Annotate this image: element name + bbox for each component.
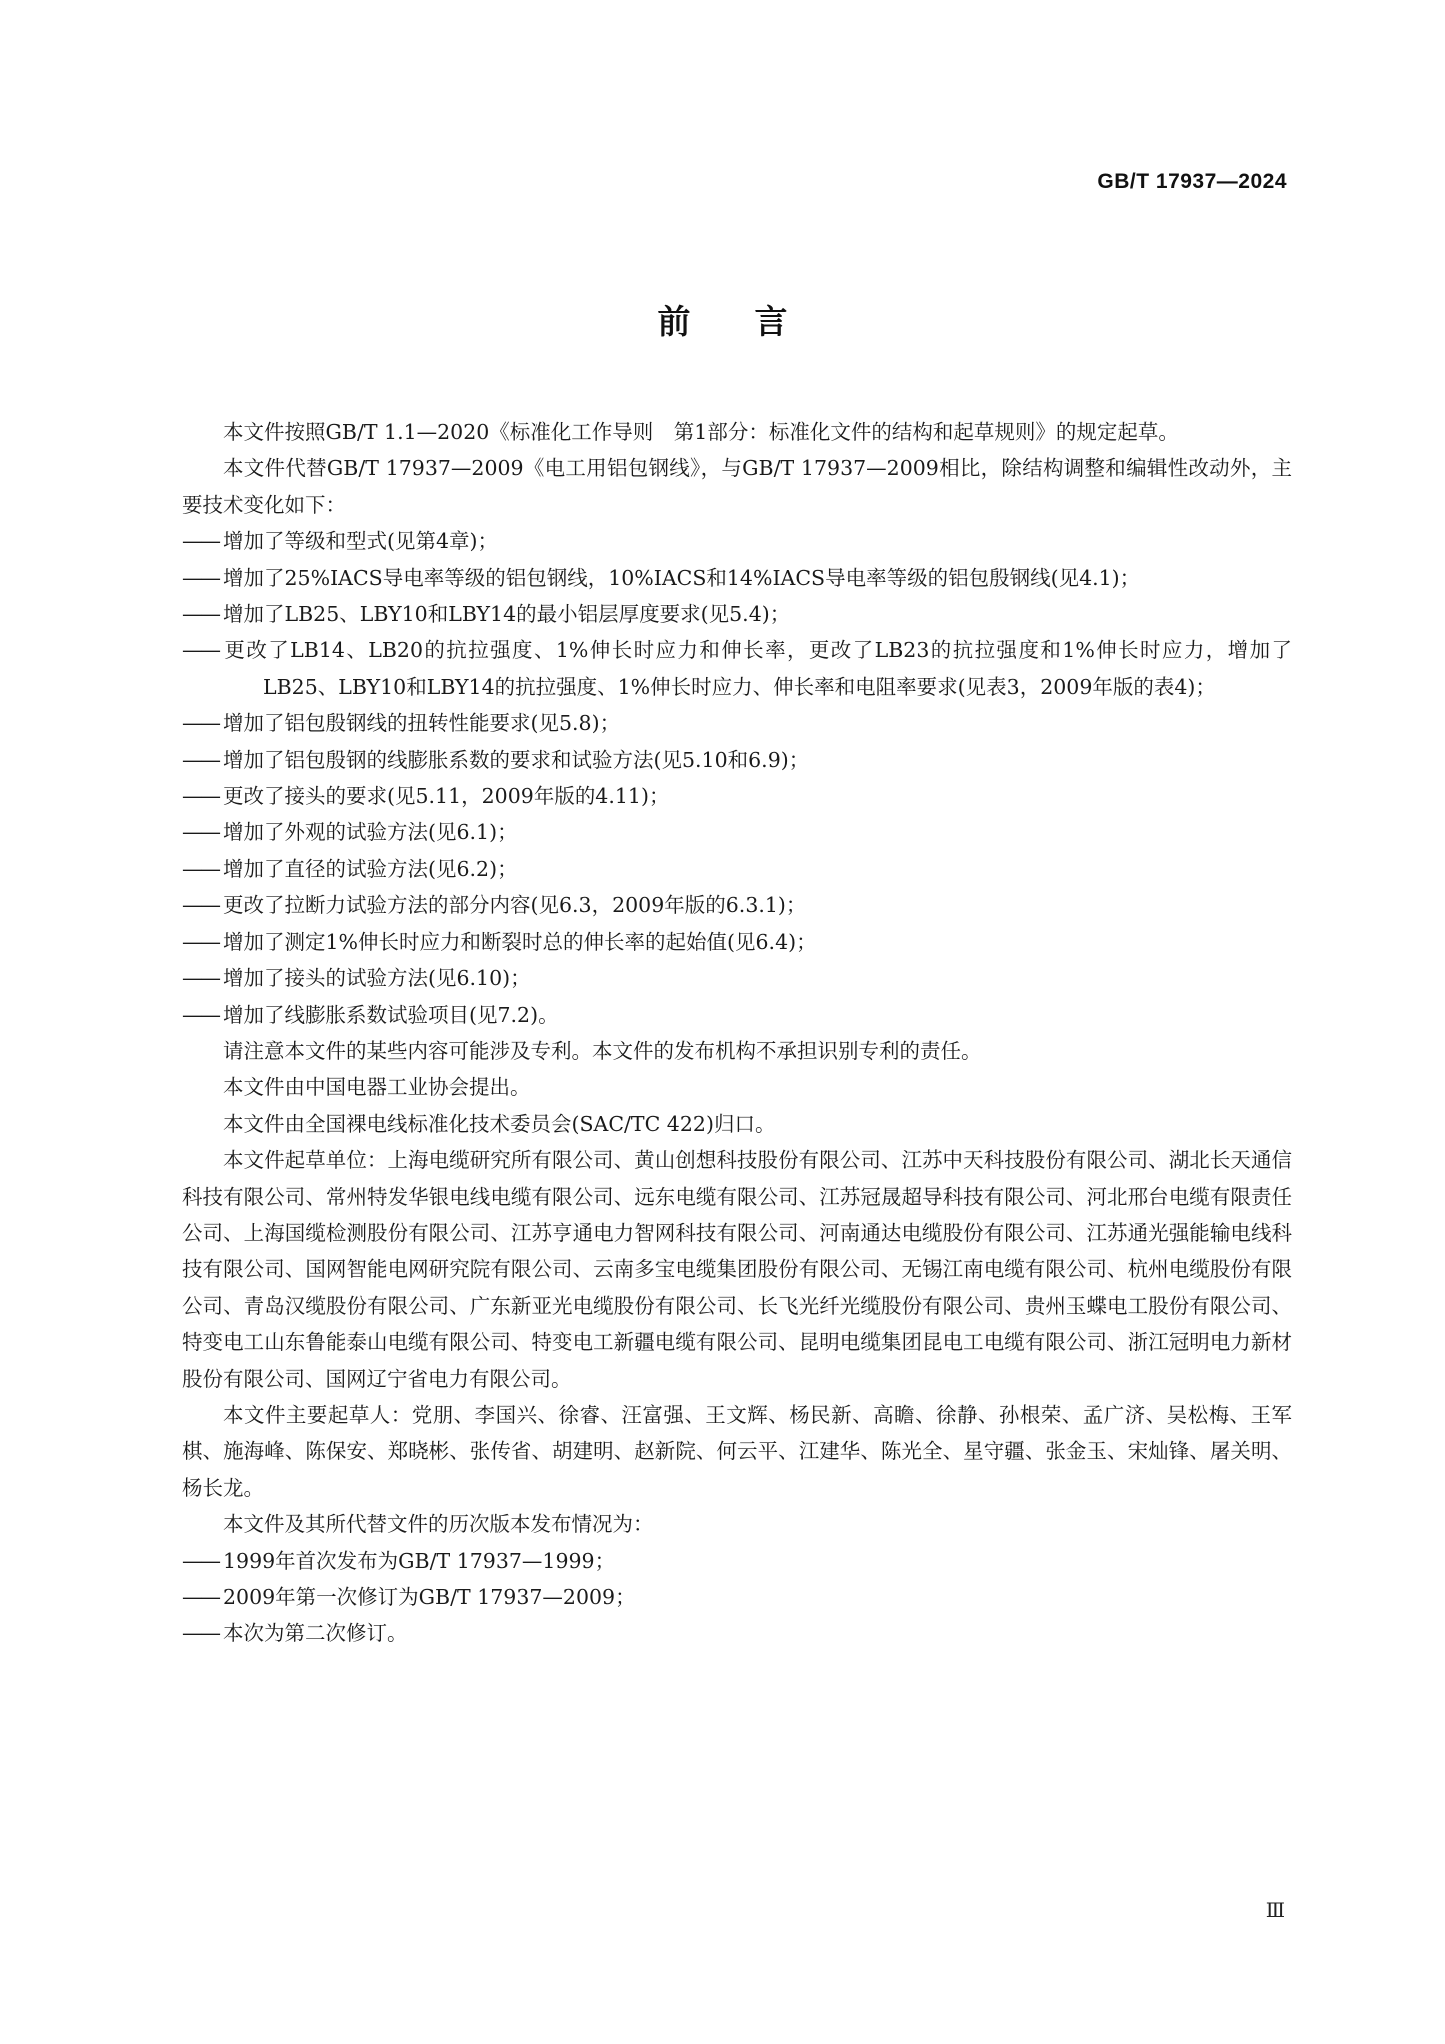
dash-marker <box>182 705 223 741</box>
dash-marker <box>182 1615 223 1651</box>
paragraph-history-intro: 本文件及其所代替文件的历次版本发布情况为： <box>223 1512 654 1537</box>
standard-number: GB/T 17937—2024 <box>1097 170 1287 193</box>
history-item: ——2009年第一次修订为GB/T 17937—2009； <box>182 1579 1292 1615</box>
page-number: Ⅲ <box>1265 1898 1285 1922</box>
paragraph-drafters: 本文件主要起草人：党朋、李国兴、徐睿、汪富强、王文辉、杨民新、高瞻、徐静、孙根荣、孟广济、吴松梅、王军棋、施海峰、陈保安、郑晓彬、张传省、胡建明、赵新院、何云平、江建华、陈光全、星守疆、张金玉、宋灿锋、屠关明、杨长龙。 <box>182 1402 1292 1500</box>
dash-marker <box>182 997 223 1033</box>
dash-marker <box>182 1543 223 1579</box>
dash-marker <box>182 596 223 632</box>
paragraph-patent-notice: 请注意本文件的某些内容可能涉及专利。本文件的发布机构不承担识别专利的责任。 <box>223 1038 982 1063</box>
dash-marker <box>182 632 223 668</box>
change-item: ——增加了测定1%伸长时应力和断裂时总的伸长率的起始值(见6.4)； <box>182 924 1292 960</box>
change-item: ——增加了接头的试验方法(见6.10)； <box>182 960 1292 996</box>
change-item: ——增加了外观的试验方法(见6.1)； <box>182 814 1292 850</box>
change-item: ——增加了直径的试验方法(见6.2)； <box>182 851 1292 887</box>
dash-marker <box>182 960 223 996</box>
dash-marker <box>182 778 223 814</box>
dash-marker <box>182 1579 223 1615</box>
dash-marker <box>182 924 223 960</box>
change-item: ——更改了拉断力试验方法的部分内容(见6.3，2009年版的6.3.1)； <box>182 887 1292 923</box>
change-item: ——增加了25%IACS导电率等级的铝包钢线，10%IACS和14%IACS导电率等级的铝包殷钢线(见4.1)； <box>182 560 1292 596</box>
change-item: ——增加了铝包殷钢的线膨胀系数的要求和试验方法(见5.10和6.9)； <box>182 742 1292 778</box>
change-item: ——更改了LB14、LB20的抗拉强度、1%伸长时应力和伸长率，更改了LB23的抗拉强度和1%伸长时应力，增加了LB25、LBY10和LBY14的抗拉强度、1%伸长时应力、伸长率和电阻率要求(见表3，2009年版的表4)； <box>182 632 1292 705</box>
history-item: ——1999年首次发布为GB/T 17937—1999； <box>182 1543 1292 1579</box>
paragraph-drafting-units: 本文件起草单位：上海电缆研究所有限公司、黄山创想科技股份有限公司、江苏中天科技股份有限公司、湖北长天通信科技有限公司、常州特发华银电线电缆有限公司、远东电缆有限公司、江苏冠晟超导科技有限公司、河北邢台电缆有限责任公司、上海国缆检测股份有限公司、江苏亨通电力智网科技有限公司、河南通达电缆股份有限公司、江苏通光强能输电线科技有限公司、国网智能电网研究院有限公司、云南多宝电缆集团股份有限公司、无锡江南电缆有限公司、杭州电缆股份有限公司、青岛汉缆股份有限公司、广东新亚光电缆股份有限公司、长飞光纤光缆股份有限公司、贵州玉蝶电工股份有限公司、特变电工山东鲁能泰山电缆有限公司、特变电工新疆电缆有限公司、昆明电缆集团昆电工电缆有限公司、浙江冠明电力新材股份有限公司、国网辽宁省电力有限公司。 <box>182 1148 1292 1391</box>
history-list <box>182 1543 1292 1652</box>
change-item: ——增加了铝包殷钢线的扭转性能要求(见5.8)； <box>182 705 1292 741</box>
dash-marker <box>182 814 223 850</box>
dash-marker <box>182 887 223 923</box>
change-item: ——增加了线膨胀系数试验项目(见7.2)。 <box>182 997 1292 1033</box>
dash-marker <box>182 560 223 596</box>
change-item: ——更改了接头的要求(见5.11，2009年版的4.11)； <box>182 778 1292 814</box>
document-body <box>182 414 1292 1652</box>
page-title: 前言 <box>657 302 852 341</box>
change-item: ——增加了等级和型式(见第4章)； <box>182 523 1292 559</box>
change-item: ——增加了LB25、LBY10和LBY14的最小铝层厚度要求(见5.4)； <box>182 596 1292 632</box>
paragraph-managed-by: 本文件由全国裸电线标准化技术委员会(SAC/TC 422)归口。 <box>223 1111 776 1136</box>
dash-marker <box>182 742 223 778</box>
dash-marker <box>182 523 223 559</box>
paragraph-drafting-rules: 本文件按照GB/T 1.1—2020《标准化工作导则 第1部分：标准化文件的结构和起草规则》的规定起草。 <box>223 420 1179 444</box>
history-item: ——本次为第二次修订。 <box>182 1615 1292 1651</box>
paragraph-proposed-by: 本文件由中国电器工业协会提出。 <box>223 1075 531 1100</box>
paragraph-replacement: 本文件代替GB/T 17937—2009《电工用铝包钢线》，与GB/T 17937—2009相比，除结构调整和编辑性改动外，主要技术变化如下： <box>182 456 1292 517</box>
dash-marker <box>182 851 223 887</box>
changes-list <box>182 523 1292 1033</box>
